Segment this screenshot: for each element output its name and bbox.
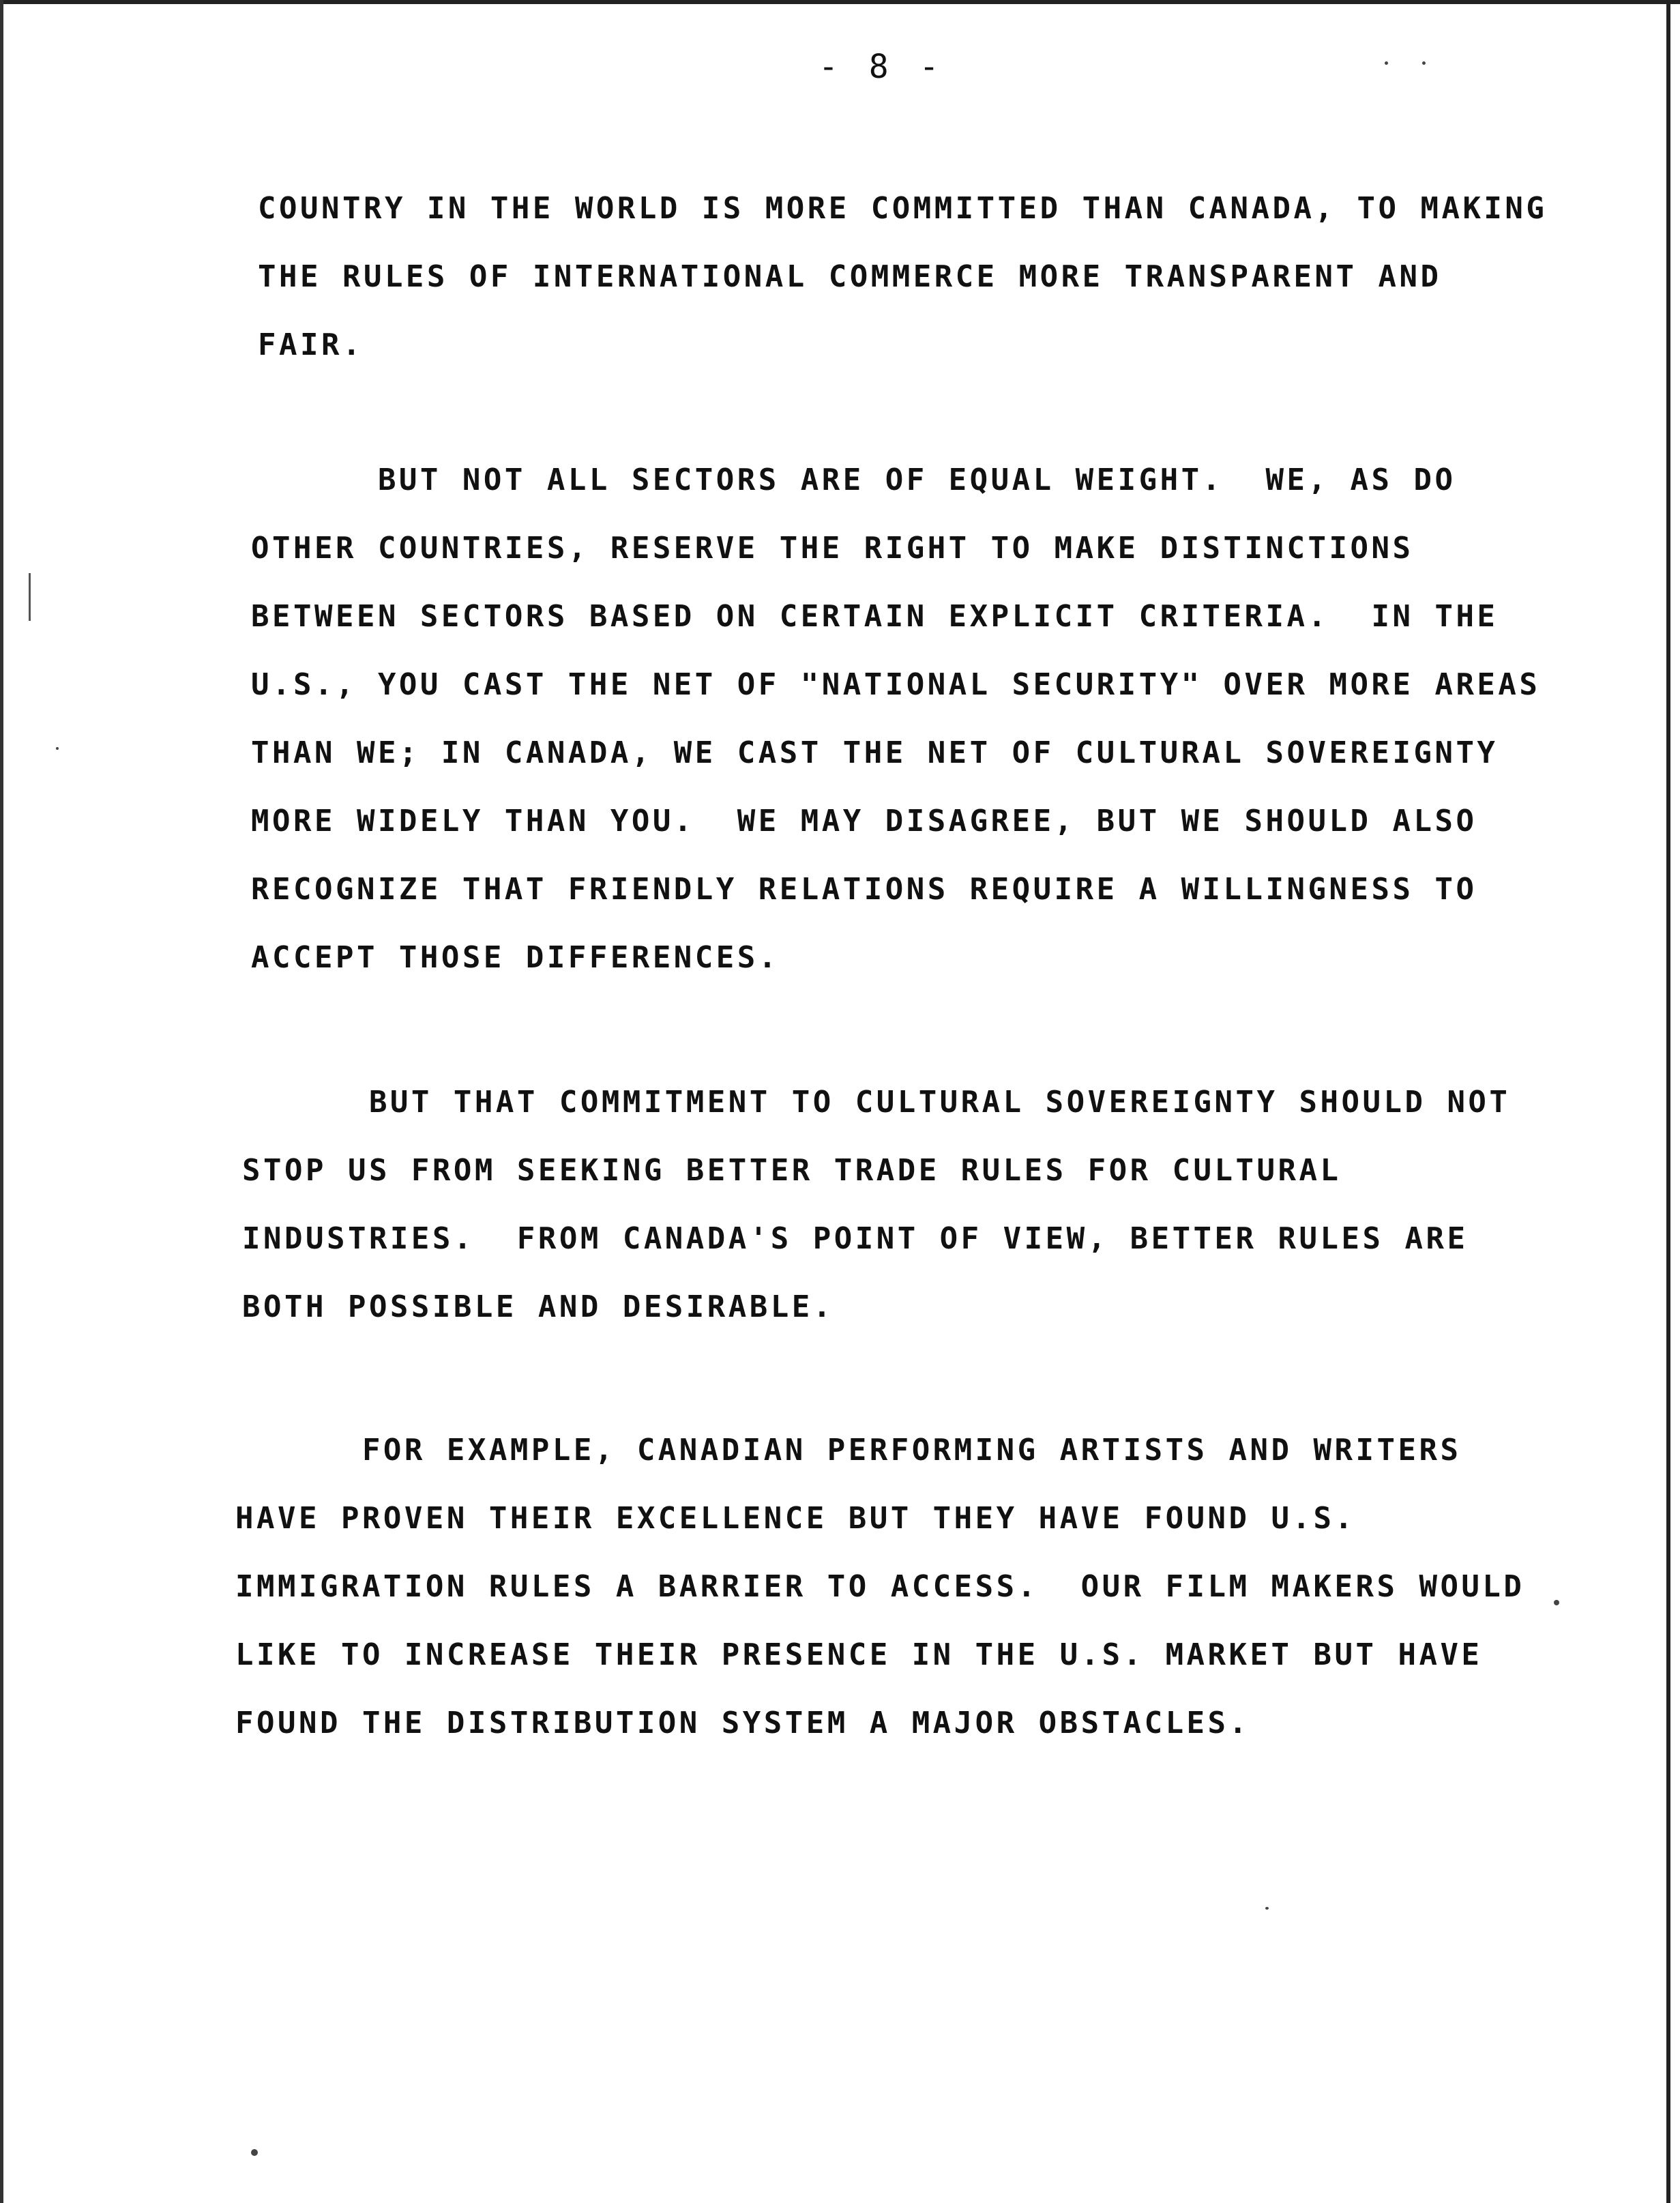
text-line: U.S., YOU CAST THE NET OF "NATIONAL SECURITY" OVER MORE AREAS [251,667,1541,702]
page-left-edge [0,0,3,2203]
text-line: INDUSTRIES. FROM CANADA'S POINT OF VIEW, BETTER RULES ARE [242,1221,1469,1256]
scan-speck [1265,1907,1269,1910]
text-line: BETWEEN SECTORS BASED ON CERTAIN EXPLICIT CRITERIA. IN THE [251,599,1499,634]
text-line: BUT NOT ALL SECTORS ARE OF EQUAL WEIGHT. WE, AS DO [251,463,1456,497]
margin-mark [29,573,31,621]
paragraph-3 [242,1068,1510,1341]
scan-speck [1385,61,1388,65]
page-number: - 8 - [819,48,945,86]
text-line: LIKE TO INCREASE THEIR PRESENCE IN THE U.S. MARKET BUT HAVE [235,1637,1483,1672]
text-line: FOR EXAMPLE, CANADIAN PERFORMING ARTISTS AND WRITERS [235,1433,1462,1468]
text-line: FAIR. [258,327,364,362]
page-top-edge [0,0,1680,4]
text-line: THE RULES OF INTERNATIONAL COMMERCE MORE TRANSPARENT AND [258,259,1442,294]
scan-speck [56,747,59,750]
text-line: BUT THAT COMMITMENT TO CULTURAL SOVEREIGNTY SHOULD NOT [242,1085,1511,1120]
text-line: HAVE PROVEN THEIR EXCELLENCE BUT THEY HAVE FOUND U.S. [235,1501,1356,1536]
text-line: FOUND THE DISTRIBUTION SYSTEM A MAJOR OBSTACLES. [235,1706,1250,1740]
text-line: OTHER COUNTRIES, RESERVE THE RIGHT TO MAKE DISTINCTIONS [251,531,1414,566]
scan-speck [251,2149,258,2156]
text-line: RECOGNIZE THAT FRIENDLY RELATIONS REQUIRE A WILLINGNESS TO [251,872,1477,907]
text-line: IMMIGRATION RULES A BARRIER TO ACCESS. OUR FILM MAKERS WOULD [235,1569,1525,1604]
text-line: BOTH POSSIBLE AND DESIRABLE. [242,1289,834,1324]
paragraph-1 [258,175,1547,379]
scan-speck [1554,1600,1559,1605]
text-line: ACCEPT THOSE DIFFERENCES. [251,940,780,975]
scan-speck [1422,61,1426,65]
paragraph-2 [251,446,1540,992]
page-right-edge [1666,0,1670,2203]
text-line: COUNTRY IN THE WORLD IS MORE COMMITTED THAN CANADA, TO MAKING [258,191,1548,226]
text-line: THAN WE; IN CANADA, WE CAST THE NET OF CULTURAL SOVEREIGNTY [251,735,1499,770]
paragraph-4 [235,1416,1524,1757]
text-line: MORE WIDELY THAN YOU. WE MAY DISAGREE, BUT WE SHOULD ALSO [251,804,1477,838]
text-line: STOP US FROM SEEKING BETTER TRADE RULES FOR CULTURAL [242,1153,1342,1188]
